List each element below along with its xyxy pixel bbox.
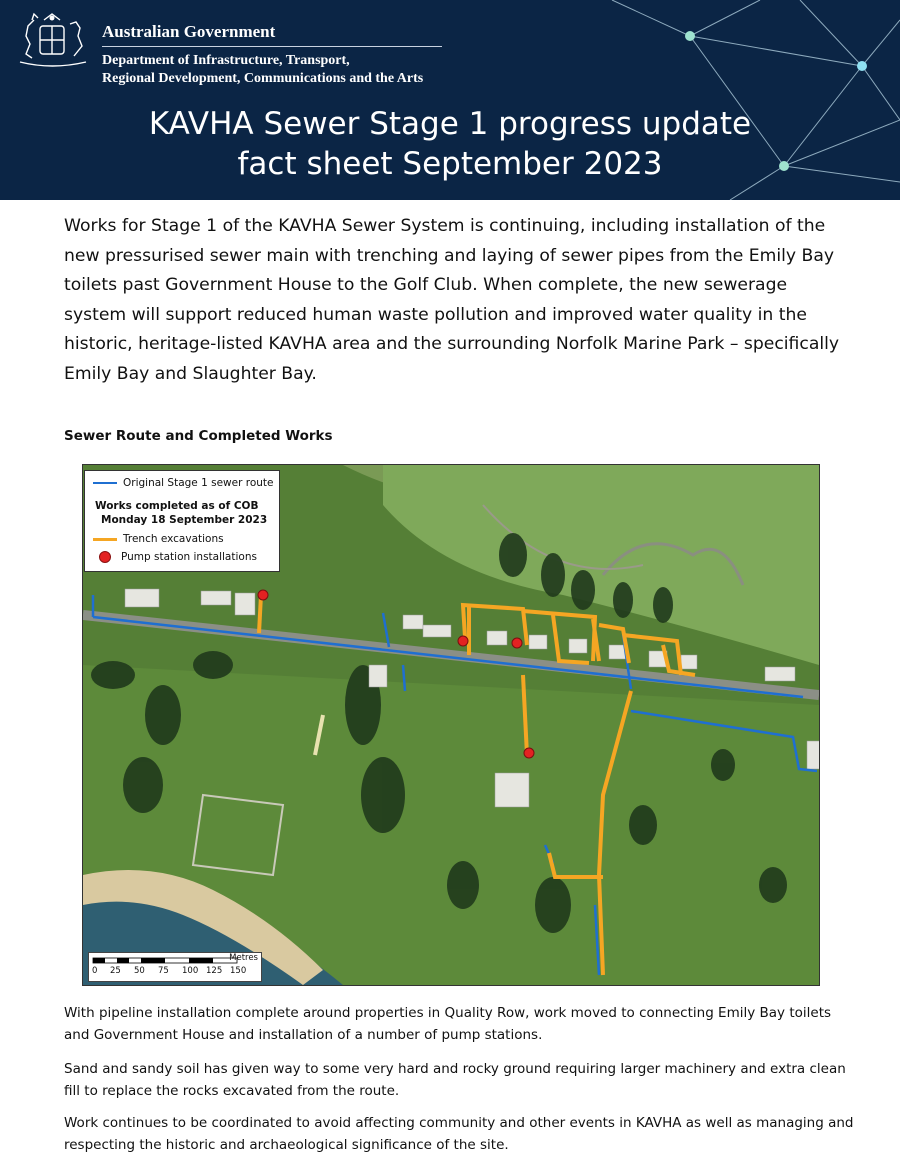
paragraph-1: With pipeline installation complete around properties in Quality Row, work moved to connecting Emily Bay toilets and Government House and installation of a number of pump stations. bbox=[64, 1005, 832, 1043]
department-line-1: Department of Infrastructure, Transport, bbox=[102, 53, 350, 68]
coat-of-arms-logo bbox=[8, 10, 96, 72]
scale-tick-label: 50 bbox=[134, 966, 145, 976]
legend-label-trench: Trench excavations bbox=[123, 533, 224, 545]
scale-tick-label: 75 bbox=[158, 966, 169, 976]
map-legend bbox=[84, 470, 280, 572]
route-line-swatch bbox=[93, 482, 117, 484]
government-name: Australian Government bbox=[102, 22, 276, 41]
scale-tick-label: 25 bbox=[110, 966, 121, 976]
legend-works-line-1: Works completed as of COB bbox=[95, 500, 259, 512]
header-banner bbox=[0, 0, 900, 200]
department-line-2: Regional Development, Communications and the Arts bbox=[102, 71, 424, 86]
legend-works-line-2: Monday 18 September 2023 bbox=[101, 514, 268, 526]
scale-tick-label: 150 bbox=[230, 966, 247, 976]
scale-tick-label: 125 bbox=[206, 966, 223, 976]
department-name bbox=[102, 52, 502, 88]
paragraph-2: Sand and sandy soil has given way to some very hard and rocky ground requiring larger machinery and extra clean fill to replace the rocks excavated from the route. bbox=[64, 1061, 846, 1099]
pump-dot-swatch bbox=[99, 551, 111, 563]
map-section-heading: Sewer Route and Completed Works bbox=[64, 428, 333, 444]
legend-label-pump: Pump station installations bbox=[121, 551, 257, 563]
legend-works-completed bbox=[95, 499, 267, 527]
legend-label-original-route: Original Stage 1 sewer route bbox=[123, 477, 274, 489]
page-title-line-1: KAVHA Sewer Stage 1 progress update bbox=[148, 106, 752, 142]
scale-unit: Metres bbox=[229, 953, 258, 963]
trench-line-swatch bbox=[93, 538, 117, 541]
scale-tick-label: 0 bbox=[92, 966, 98, 976]
legend-item-original-route bbox=[93, 477, 274, 489]
scale-tick-label: 100 bbox=[182, 966, 199, 976]
legend-item-pump bbox=[93, 551, 257, 563]
scale-bar bbox=[88, 952, 262, 982]
paragraph-3: Work continues to be coordinated to avoid affecting community and other events in KAVHA as well as managing and respecting the historic and archaeological significance of the site. bbox=[64, 1115, 854, 1153]
page-title bbox=[0, 104, 900, 184]
intro-paragraph: Works for Stage 1 of the KAVHA Sewer System is continuing, including installation of the new pressurised sewer main with trenching and laying of sewer pipes from the Emily Bay toilets past Government House to the Golf Club. When complete, the new sewerage system will support reduced human waste pollution and improved water quality in the historic, heritage-listed KAVHA area and the surrounding Norfolk Marine Park – specifically Emily Bay and Slaughter Bay. bbox=[64, 216, 840, 384]
legend-item-trench bbox=[93, 533, 224, 545]
page-title-line-2: fact sheet September 2023 bbox=[237, 146, 663, 182]
header-divider bbox=[102, 46, 442, 47]
